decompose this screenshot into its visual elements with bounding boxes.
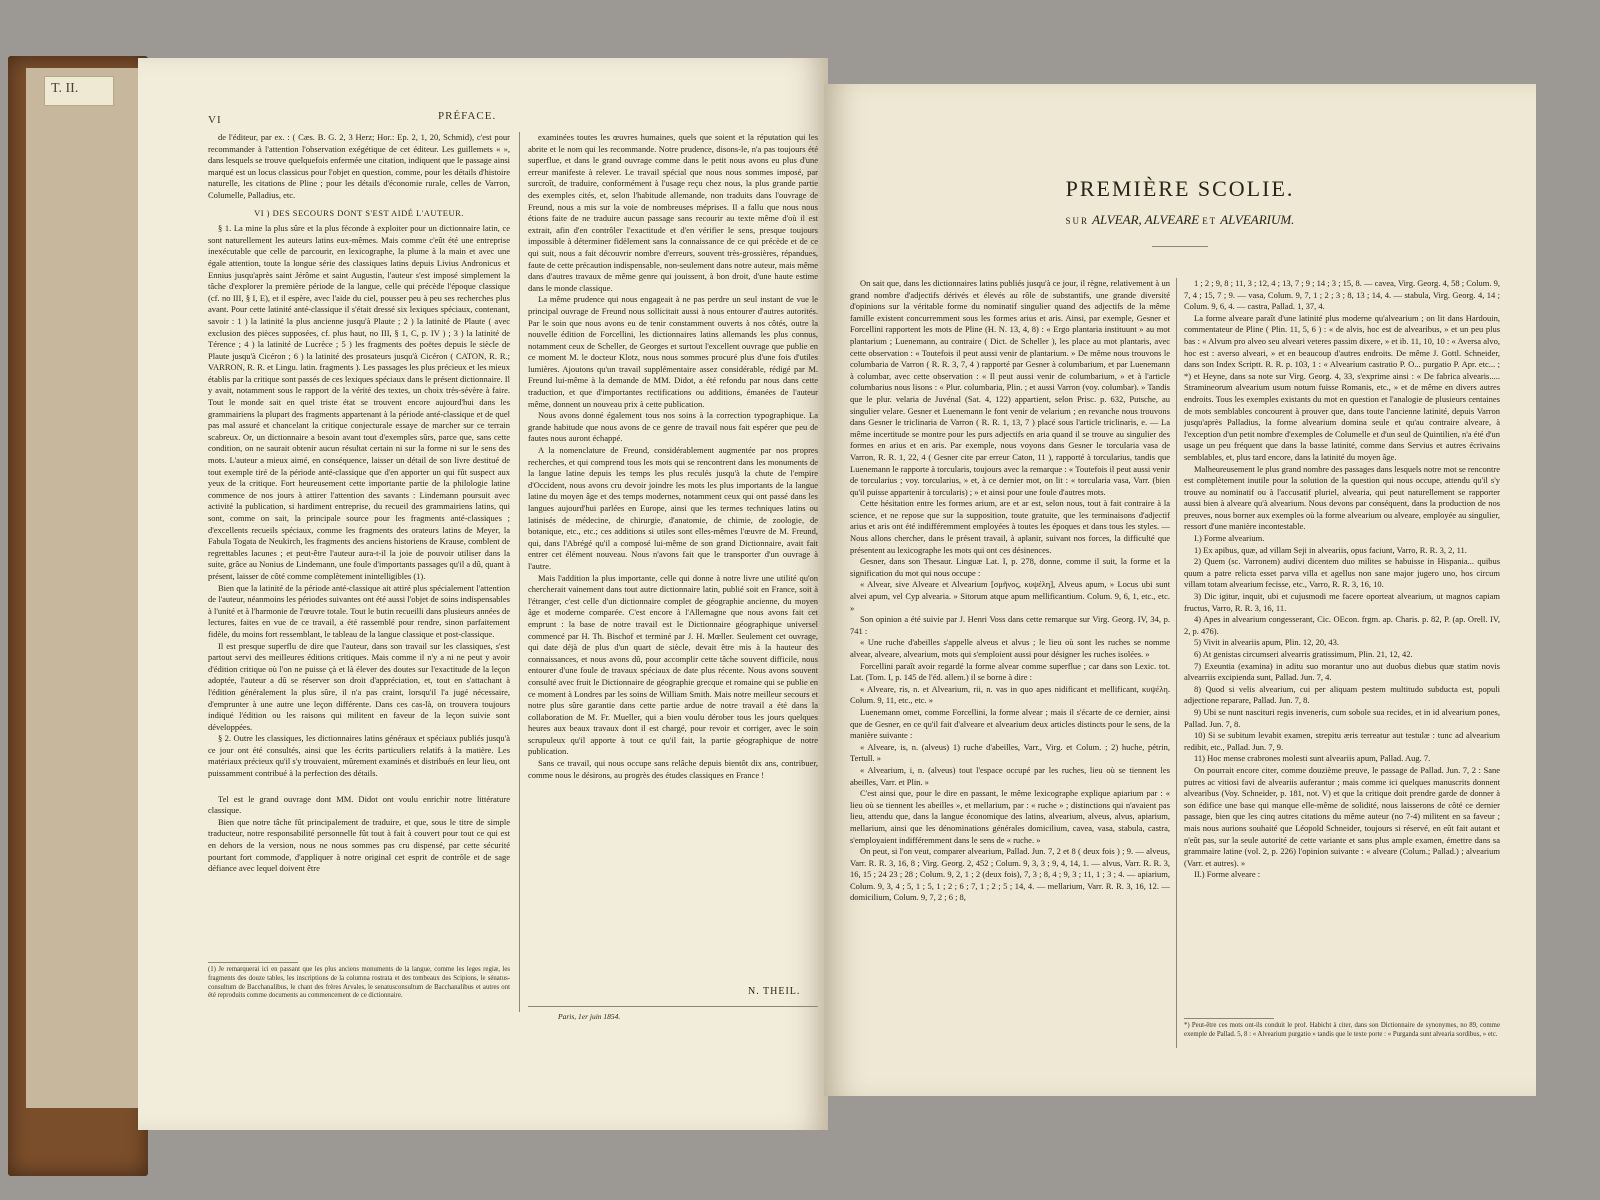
- paragraph: « Alvear, sive Alveare et Alvearium [σμῆνος, κυψέλη], Alveus apum, » Locus ubi sunt alvei apum, vel Cyp alvearia. » Sitorum atque apum mellificantium. Colum. 9, 6, 1, etc., etc. »: [850, 579, 1170, 613]
- paragraph: Malheureusement le plus grand nombre des passages dans lesquels notre mot se rencontre est complètement inutile pour la solution de la question qui nous occupe, attendu qu'il s'y trouve au nominatif ou à l'accusatif pluriel, alvearia, qui peut naturellement se rapporter aussi bien à alveare qu'à alvearium. Nous devons par conséquent, dans la production de nos preuves, nous borner aux exemples où la forme alvearium ou alveare, employée au singulier, ressort d'une manière incontestable.: [1184, 463, 1500, 532]
- scolie-title: PREMIÈRE SCOLIE.: [1065, 176, 1295, 201]
- paragraph: 1) Ex apibus, quæ, ad villam Seji in alveariis, opus faciunt, Varro, R. R. 3, 2, 11.: [1194, 544, 1467, 555]
- left-column-2: [528, 132, 818, 972]
- paragraph: 2) Quem (sc. Varronem) audivi dicentem duo milites se habuisse in Hispania... quibus quum a patre relicta esset parva villa et agellus non sane major jugero uno, hos circum villam totam alvearium fecisse, etc., Varro, R. R. 3, 16, 10.: [1184, 556, 1500, 590]
- paragraph: Forcellini paraît avoir regardé la forme alvear comme superflue ; car dans son Lexic. tot. Lat. (Tom. I, p. 145 de l'éd. allem.) il se borne à dire :: [850, 660, 1170, 683]
- paragraph: § 1. La mine la plus sûre et la plus féconde à exploiter pour un dictionnaire latin, ce sont naturellement les auteurs latins eux-mêmes. Mais comme c'eût été une entreprise inexécutable que celle de parcourir, en lexicographe, la plume à la main et avec une égale attention, toute la longue série des classiques latins depuis Livius Andronicus et Ennius jusqu'après saint Jérôme et saint Augustin, l'auteur s'est imposé simplement la tâche d'explorer la première période de la langue, celle qui précède l'époque classique (cf. no III, § I, E), et il espère, avec l'aide du ciel, pousser peu à peu ses recherches plus avant. Pour cette latinité anté-classique il s'était dressé six lexiques spéciaux, contenant, savoir : 1 ) la latinité la plus ancienne jusqu'à Plaute ; 2 ) la latinité de Plaute ( avec exclusion des pièces supposées, cf. plus haut, no III, § 1, C, p. IV ) ; 3 ) la latinité de Térence ; 4 ) la latinité de Lucrèce ; 5 ) les fragments des poëtes depuis le siècle de Plaute jusqu'à Cicéron ; 6 ) la latinité des prosateurs jusqu'à Cicéron ( CATON, R. R.; VARRON, R. R. et Lingu. latin. fragments ). Les passages les plus précieux et les mieux établis par la critique sont passés de ces lexiques spéciaux dans le présent dictionnaire. Il y avait, notamment sous le rapport de la vérité des textes, un choix très-sévère à faire. Tout le monde sait en quel triste état se trouvent encore aujourd'hui dans les grammairiens la plupart des fragments appartenant à la période anté-classique et de quel pas mal assuré et chancelant la critique conjecturale essaye de marcher sur ce terrain scabreux. Or, un dictionnaire a besoin avant tout d'exemples sûrs, parce que, sans cette condition, on ne saurait obtenir aucun résultat certain ni sur la forme ni sur le sens des mots. L'auteur a mieux aimé, en conséquence, laisser un détail de son livre destitué de tout exemple tiré de la période anté-classique que d'en apporter un qui fût suspect aux yeux de la critique. Fort heureusement cette importante partie de la philologie latine commence de nos jours à attirer l'attention des savants : Lindemann poursuit avec activité la publication, si hardiment entreprise, du recueil des grammairiens latins, qui sont, comme on sait, la principale source pour les fragments anté-classiques ; d'excellents recueils spéciaux, comme les fragments des orateurs latins de Meyer, la Fabula Togata de Neukirch, les fragments des anciens historiens de Krause, comblent de regrettables lacunes ; et peut-être l'auteur aura-t-il la joie de pouvoir utiliser dans la suite, grâce au Nonius de Lindemann, une foule d'importants passages qu'il a dû, quant à présent, laisser de côté comme complètement inintelligibles (1).: [208, 223, 510, 581]
- paragraph: On sait que, dans les dictionnaires latins publiés jusqu'à ce jour, il règne, relativement à un grand nombre d'adjectifs dérivés et élevés au rôle de substantifs, une grande diversité d'opinions sur la véritable forme du nominatif singulier quand des adjectifs de la même famille existent concurremment sous les formes arius et aris. Ainsi, par exemple, Gesner et Forcellini rapportent les mots de Pline (H. N. 13, 4, 8) : « Ergo plantaria instituunt » au mot plantarium ; Luenemann, au contraire ( Dict. de Scheller ), les place au mot plantaris, avec cette observation : « Toutefois il peut aussi venir de plantarium. » De même nous trouvons le columbaria de Varron ( R. R. 3, 7, 4 ) rapporté par Gesner à columbarium, et par Luenemann à columbar, avec cette observation : « Il peut aussi venir de columbarium, » et à l'article columbarius nous lisons : « Plur. columbaria, Plin. ; et aussi Varron (voy. columbar). » Tandis que le plur. velaria de Juvénal (Sat. 4, 122) appartient, selon Prisc. p. 632, Putsche, au singulier velare. Gesner et Luenemann le font venir de velarium ; en revanche nous trouvons dans Gesner le triclinaria de Varron ( R. R. 1, 13, 7 ) placé sous l'article triclinaris, e. — La même incertitude se montre pour les purs adjectifs en aria quand il se trouve au singulier des formes en arius et en aris. Par exemple, nous voyons dans Gesner le torcularia vasa de Varron, R. R. 1, 22, 4 ( Gesner cite par erreur Caton, 11 ), rapporté à torcularius, tandis que Luenemann le rapporte à torcularis, toujours avec la remarque : « Toutefois il peut aussi venir de torcularius ; voy. torcularius, » et, à ce dernier mot, on lit : « torcularia vasa, Varr. (bien qu'il puisse appartenir à torcularis) ; » et ainsi pour une foule d'autres mots.: [850, 278, 1170, 497]
- paragraph: 6) At genistas circumseri alvearris gratissimum, Plin. 21, 12, 42.: [1194, 649, 1413, 659]
- spine-label: T. II.: [44, 76, 114, 106]
- paragraph: 7) Exeuntia (examina) in aditu suo morantur uno aut duobus diebus quæ statim novis alvearriis excipienda sunt, Pallad. Jun. 7, 4.: [1184, 660, 1500, 683]
- paragraph: 1 ; 2 ; 9, 8 ; 11, 3 ; 12, 4 ; 13, 7 ; 9 ; 14 ; 3 ; 15, 8. — cavea, Virg. Georg. 4, 58 ; Colum. 9, 7, 4 ; 15, 7 ; 9. — vasa, Colum. 9, 7, 1 ; 2 ; 3 ; 8, 13 ; 14, 4. — stabula, Virg. Georg. 4, 14 ; Colum. 9, 6, 4. — castra, Pallad. 1, 37, 4.: [1184, 278, 1500, 312]
- paragraph: 3) Dic igitur, inquit, ubi et cujusmodi me facere oporteat alvearium, ut magnos capiam fructus, Varro, R. R. 3, 16, 11.: [1184, 591, 1500, 613]
- scolie-subtitle: SUR ALVEAR, ALVEARE ET ALVEARIUM.: [1065, 212, 1295, 227]
- paragraph: Sans ce travail, qui nous occupe sans relâche depuis bientôt dix ans, contribuer, comme nous le désirons, au progrès des études classiques en France !: [528, 758, 818, 780]
- paragraph: Tel est le grand ouvrage dont MM. Didot ont voulu enrichir notre littérature classique.: [208, 793, 510, 816]
- paragraph: C'est ainsi que, pour le dire en passant, le même lexicographe explique apiarium par : « lieu où se tiennent les abeilles », et mellarium, par : « ruche » ; distinctions qui n'avaient pas lieu, attendu que, dans la langue économique des latins, alvearium, alveus, alvus, apiarium, mellarium, ainsi que les dénominations générales domicilium, cavea, vasa, stabula, castra, s'employaient indifféremment dans le sens de « ruche. »: [850, 788, 1170, 845]
- paragraph: de l'éditeur, par ex. : ( Cæs. B. G. 2, 3 Herz; Hor.: Ep. 2, 1, 20, Schmid), c'est pour recommander à l'attention l'observation exégétique de cet éditeur. Les guillemets « », dans lesquels se trouve quelquefois enfermée une citation, indiquent que le passage ainsi marqué est un locus classicus pour l'objet en question, comme, pour les détails d'histoire naturelle, les citations de Pline ; pour les détails d'économie rurale, celles de Varron, Columelle, Palladius, etc.: [208, 132, 510, 200]
- paragraph: « Une ruche d'abeilles s'appelle alveus et alvus ; le lieu où sont les ruches se nomme alvear, alveare, alvearium, mots qui s'emploient aussi pour désigner les ruches isolées. »: [850, 637, 1170, 659]
- paragraph: La forme alveare paraît d'une latinité plus moderne qu'alvearium ; on lit dans Hardouin, commentateur de Pline ( Plin. 11, 5, 6 ) : « de alvis, hoc est de alvearibus, » et un peu plus bas : « Alvum pro alveo seu alveari veteres passim dixere, » et ib. 11, 10, 10 : « Aversa alvo, hoc est : averso alveari, » et en beaucoup d'autres endroits. De même J. Gottl. Schneider, dans son Index Scriptt. R. R. p. 103, 1 : « Alvearium castratio P. O... purgatio P. Apr. etc... ; *) et Heyne, dans sa note sur Virg. Georg. 4, 33, s'exprime ainsi : « De fabrica alvearis..... Stramineorum alvearium usum notum fuisse Romanis, etc., » et de même en divers autres endroits. Tous les exemples existants du mot en question et l'analogie de plusieurs centaines de mots semblables concourent à prouver que, dans toute l'ancienne latinité, depuis Varron jusqu'après Palladius, la forme alvearium domina seule et qu'au contraire alveare, à l'exception d'un petit nombre d'exemples de Columelle et d'un seul de Quintilien, n'a été d'un usage un peu fréquent que dans la basse latinité, comme dans Servius et autres écrivains semblables, et, plus tard encore, dans la latinité du moyen âge.: [1184, 312, 1500, 462]
- right-footnote: *) Peut-être ces mots ont-ils conduit le prof. Habicht à citer, dans son Dictionnaire de synonymes, no 89, comme exemple de Pallad. 5, 8 : « Alvearium purgatio » tandis que le texte porte : « Purganda sunt alvearia sordibus, » etc.: [1184, 1022, 1500, 1038]
- paragraph: Son opinion a été suivie par J. Henri Voss dans cette remarque sur Virg. Georg. IV, 34, p. 741 :: [850, 614, 1170, 636]
- footnote-rule: [208, 962, 298, 963]
- left-footnote: (1) Je remarquerai ici en passant que les plus anciens monuments de la langue, comme les leges regiæ, les fragments des douze tables, les inscriptions de la columna rostrata et des tombeaux des Scipions, le sénatus-consultum de Bacchanalibus, le chant des frères Arvales, le senatusconsultum de Bacchanalibus et autres ont été reproduits comme documents au commencement de ce dictionnaire.: [208, 966, 510, 1000]
- column-rule-right: [1176, 278, 1177, 1048]
- paragraph: Mais l'addition la plus importante, celle qui donne à notre livre une utilité qu'on chercherait vainement dans tout autre dictionnaire latin, publié soit en France, soit à l'étranger, c'est celle d'un dictionnaire complet de géographie ancienne, du moyen âge et moderne comparée. C'est encore à l'Allemagne que nous avons fait cet emprunt : la base de notre travail est le Dictionnaire géographique universel commencé par H. Th. Bischof et terminé par J. H. Mœller. Seulement cet ouvrage, qui date déjà de plus d'un quart de siècle, devait être mis à la hauteur des connaissances, et nous avons dû, pour accomplir cette tâche souvent difficile, nous entourer d'une foule de travaux spéciaux de date plus récente. Nous avons souvent consulté avec fruit le Dictionnaire de géographie grecque et romaine qui se publie en ce moment à Londres par les soins de William Smith. Mais notre meilleur secours et notre plus sûre garantie dans cette partie ardue de notre travail a été dans la collaboration de M. Fr. Mueller, qui a bien voulu dérober tous les jours quelques heures aux beaux travaux dont il est chargé, pour revoir et corriger, avec le soin scrupuleux qu'il apporte à tout ce qu'il fait, la partie géographique de notre publication.: [528, 572, 818, 757]
- date-line: Paris, 1er juin 1854.: [558, 1012, 621, 1021]
- right-column-1: [850, 278, 1170, 1052]
- open-book: [8, 56, 1588, 1196]
- paragraph: II.) Forme alveare :: [1194, 869, 1261, 880]
- paragraph: 10) Si se subitum levabit examen, strepitu æris terreatur aut testulæ : tunc ad alvearium redibit, etc., Pallad. Jun. 7, 9.: [1184, 730, 1500, 752]
- paragraph: 9) Ubi se nunt nascituri regis inveneris, cum sobole sua recides, et in id alvearium pones, Pallad. Jun. 7, 8.: [1184, 706, 1500, 729]
- paragraph: 5) Vivit in alveariis apum, Plin. 12, 20, 43.: [1194, 637, 1340, 648]
- paragraph: Nous avons donné également tous nos soins à la correction typographique. La grande habitude que nous avons de ce genre de travail nous fait espérer que peu de fautes nous auront échappé.: [528, 410, 818, 444]
- paragraph: « Alveare, ris, n. et Alvearium, rii, n. vas in quo apes nidificant et mellificant, κυψέλη. Colum. 9, 11, etc., etc. »: [850, 683, 1170, 706]
- paragraph: 11) Hoc mense crabrones molesti sunt alveariis apum, Pallad. Aug. 7.: [1194, 753, 1431, 764]
- paragraph: « Alvearium, i, n. (alveus) tout l'espace occupé par les ruches, lieu où se tiennent les abeilles, Varr. et Plin. »: [850, 764, 1170, 787]
- paragraph: 4) Apes in alvearium congesserant, Cic. OEcon. frgm. ap. Charis. p. 82, P. (ap. Orell. IV, 2, p. 476).: [1184, 614, 1500, 636]
- paragraph: Cette hésitation entre les formes arium, are et ar est, selon nous, tout à fait contraire à la science, et ne repose que sur la supposition, toute gratuite, que les terminaisons d'adjectif arius et aris ont été indifféremment employées à toutes les époques et dans tous les styles. — Nous allons chercher, dans le présent travail, à aplanir, suivant nos forces, la difficulté que présentent au lexicographe les mots qui ont ces désinences.: [850, 498, 1170, 555]
- bottom-rule: [528, 1006, 818, 1007]
- paragraph: Bien que la latinité de la période anté-classique ait attiré plus spécialement l'attention de l'auteur, néanmoins les périodes suivantes ont été aussi l'objet de soins indispensables à l'unité et à l'harmonie de l'œuvre totale. Tout le butin recueilli dans plusieurs années de lectures, faites en vue de ce travail, a été rassemblé pour rendre, sinon parfaitement fidèle, du moins fort ressemblant, le tableau de la langue classique et post-classique.: [208, 582, 510, 639]
- paragraph: On pourrait encore citer, comme douzième preuve, le passage de Pallad. Jun. 7, 2 : Sane putres ac vitiosi favi de alveariis auferantur ; mais comme ici quelques manuscrits donnent alvearibus (Voy. Schneider, p. 181, not. V) et que la critique doit prendre garde de donner à son édifice une base qui manque elle-même de solidité, nous laisserons de côté ce dernier passage, bien que les cinq autres citations du même auteur (no 7-4) militent en sa faveur ; mais nous aurions souhaité que Léopold Schneider, toujours si réservé, en eût fait autant et n'eût pas, sur la seule autorité de cette variante et sans plus ample examen, émettre dans sa grammaire latine (vol. 2, p. 226) l'opinion suivante : « alveare (Colum.; Pallad.) ; alvearium (Varr. et autres). »: [1184, 764, 1500, 868]
- column-rule: [519, 132, 520, 1012]
- paragraph: La même prudence qui nous engageait à ne pas perdre un seul instant de vue le principal ouvrage de Freund nous sollicitait aussi à nous entourer d'autres autorités. Par le soin que nous avons eu de tenir constamment ouverts à nos côtés, outre la nouvelle édition de Forcellini, les dictionnaires latins allemands les plus connus, notamment ceux de Scheller, de Georges et surtout l'excellent ouvrage que publie en ce moment M. le docteur Klotz, nous nous sommes procuré plus d'une fois d'utiles lumières. Ajoutons qu'un travail supplémentaire assez considérable, rédigé par M. Freund lui-même à la demande de MM. Didot, a été refondu par nous dans cette traduction, et que d'importantes rectifications ou additions, émanées de l'auteur même, donnent un nouveau prix à cette publication.: [528, 294, 818, 409]
- footnote-rule-right: [1184, 1018, 1274, 1019]
- paragraph: « Alveare, is, n. (alveus) 1) ruche d'abeilles, Varr., Virg. et Colum. ; 2) huche, pétrin, Tertull. »: [850, 741, 1170, 764]
- paragraph: On peut, si l'on veut, comparer alvearium, Pallad. Jun. 7, 2 et 8 ( deux fois ) ; 9. — alveus, Varr. R. R. 3, 16, 8 ; Virg. Georg. 2, 452 ; Colum. 9, 3, 3 ; 9, 4, 14, 1. — alvus, Varr. R. R. 3, 16, 15 ; 24 23 ; 28 ; Colum. 9, 2, 1 ; 2 (deux fois), 7, 3 ; 8, 4 ; 9, 3 ; 11, 1 ; 3 ; 4. — apiarium, Colum. 9, 3, 4 ; 5, 1 ; 5, 1 ; 2 ; 6 ; 7, 1 ; 2 ; 5 ; 14, 4. — mellarium, Varr. R. R. 3, 16, 12. — domicilium, Colum. 9, 7, 2 ; 6 ; 8,: [850, 846, 1170, 903]
- running-head: PRÉFACE.: [438, 110, 497, 122]
- paragraph: I.) Forme alvearium.: [1194, 533, 1265, 544]
- left-page: [138, 58, 828, 1130]
- signature: N. THEIL.: [748, 986, 801, 997]
- page-folio: VI: [208, 114, 222, 126]
- paragraph: A la nomenclature de Freund, considérablement augmentée par nos propres recherches, et qui comprend tous les mots qui se rencontrent dans les monuments de la langue latine depuis les temps les plus reculés jusqu'à la chute de l'empire d'Occident, nous avons cru devoir joindre les mots les plus importants de la langue latine du moyen âge et des temps modernes, notamment ceux qui ont passé dans les langues aujourd'hui parlées en Europe, ainsi que les termes techniques latins ou latinisés de médecine, de chirurgie, d'anatomie, de chimie, de zoologie, de botanique, etc., etc.; ces additions si utiles sont elles-mêmes l'œuvre de M. Freund, qui, dans l'Abrégé qu'il a composé lui-même de son grand Dictionnaire, avait fait entrer cet élément nouveau. Nous n'avons fait que le transporter d'un ouvrage à l'autre.: [528, 445, 818, 571]
- paragraph: examinées toutes les œuvres humaines, quels que soient et la réputation qui les abrite et le nom qui les recommande. Notre prudence, disons-le, n'a pas toujours été superflue, et dans le grand ouvrage comme dans le petit nous avons eu plus d'une erreur manifeste à relever. Le travail spécial que nous nous sommes imposé, par surcroît, de traduire, conformément à l'usage reçu chez nous, la plus grande partie des exemples cités, et, selon l'habitude allemande, non traduits dans l'ouvrage de Freund, nous a mis sur la voie de nombreuses méprises. Il a fallu que nous nous étions faite de ne traduire aucun passage sans recourir au texte même d'où il est extrait, afin d'en contrôler l'exactitude et d'en vérifier le sens, presque toujours impossible à déterminer fidèlement sans la connaissance de ce qui précède et de ce qui suit, nous a fait découvrir nombre d'erreurs, souvent très-grossières, répandues, faute de cette précaution indispensable, non-seulement dans notre auteur, mais même dans d'autres travaux de même genre qui jouissent, à bon droit, d'une haute estime dans le monde classique.: [528, 132, 818, 293]
- paragraph: 8) Quod si velis alvearium, cui per aliquam pestem multitudo subducta est, populi adjectione reparare, Pallad. Jun. 7, 8.: [1184, 683, 1500, 706]
- paragraph: Bien que notre tâche fût principalement de traduire, et que, sous le titre de simple traducteur, notre responsabilité personnelle fût tout à fait à couvert pour tout ce qui est en dehors de la version, nous ne nous sommes pas cru dispensé, par cette sécurité pourtant fort commode, d'appliquer à notre original cet esprit de contrôle et de sage défiance avec lequel doivent être: [208, 816, 510, 874]
- paragraph: Il est presque superflu de dire que l'auteur, dans son travail sur les classiques, s'est partout servi des meilleures éditions critiques. Mais comme il n'y a ni ne peut y avoir d'édition critique où l'on ne puisse çà et là élever des doutes sur l'exactitude de la leçon adoptée, l'auteur a dû se réserver son droit d'appréciation, et, tout en s'attachant à l'édition généralement la plus sûre, il n'a pas craint, lorsqu'il l'a jugé nécessaire, d'emprunter à une autre une leçon différente. Dans ces cas-là, on trouvera toujours indiqué l'édition ou les raisons qui militent en faveur de la leçon suivie sont développées.: [208, 640, 510, 732]
- right-column-2: [1184, 278, 1500, 1013]
- left-column-1: [208, 132, 510, 952]
- paragraph: § 2. Outre les classiques, les dictionnaires latins généraux et spéciaux publiés jusqu'à ce jour ont été consultés, ainsi que les écrits particuliers relatifs à la matière. Les matériaux précieux qu'il s'y trouvaient, mûrement examinés et distribués en leur lieu, ont puissamment contribué à la perfection des détails.: [208, 733, 510, 779]
- paragraph: Gesner, dans son Thesaur. Linguæ Lat. I, p. 278, donne, comme il suit, la forme et la signification du mot qui nous occupe :: [850, 556, 1170, 578]
- paragraph: Luenemann omet, comme Forcellini, la forme alvear ; mais il s'écarte de ce dernier, ainsi que de Gesner, en ce qu'il fait d'alveare et alvearium deux articles distincts pour le sens, de la manière suivante :: [850, 706, 1170, 741]
- title-rule: [1152, 246, 1208, 247]
- section-heading: VI ) DES SECOURS DONT S'EST AIDÉ L'AUTEUR.: [254, 207, 464, 218]
- right-page: [824, 84, 1536, 1096]
